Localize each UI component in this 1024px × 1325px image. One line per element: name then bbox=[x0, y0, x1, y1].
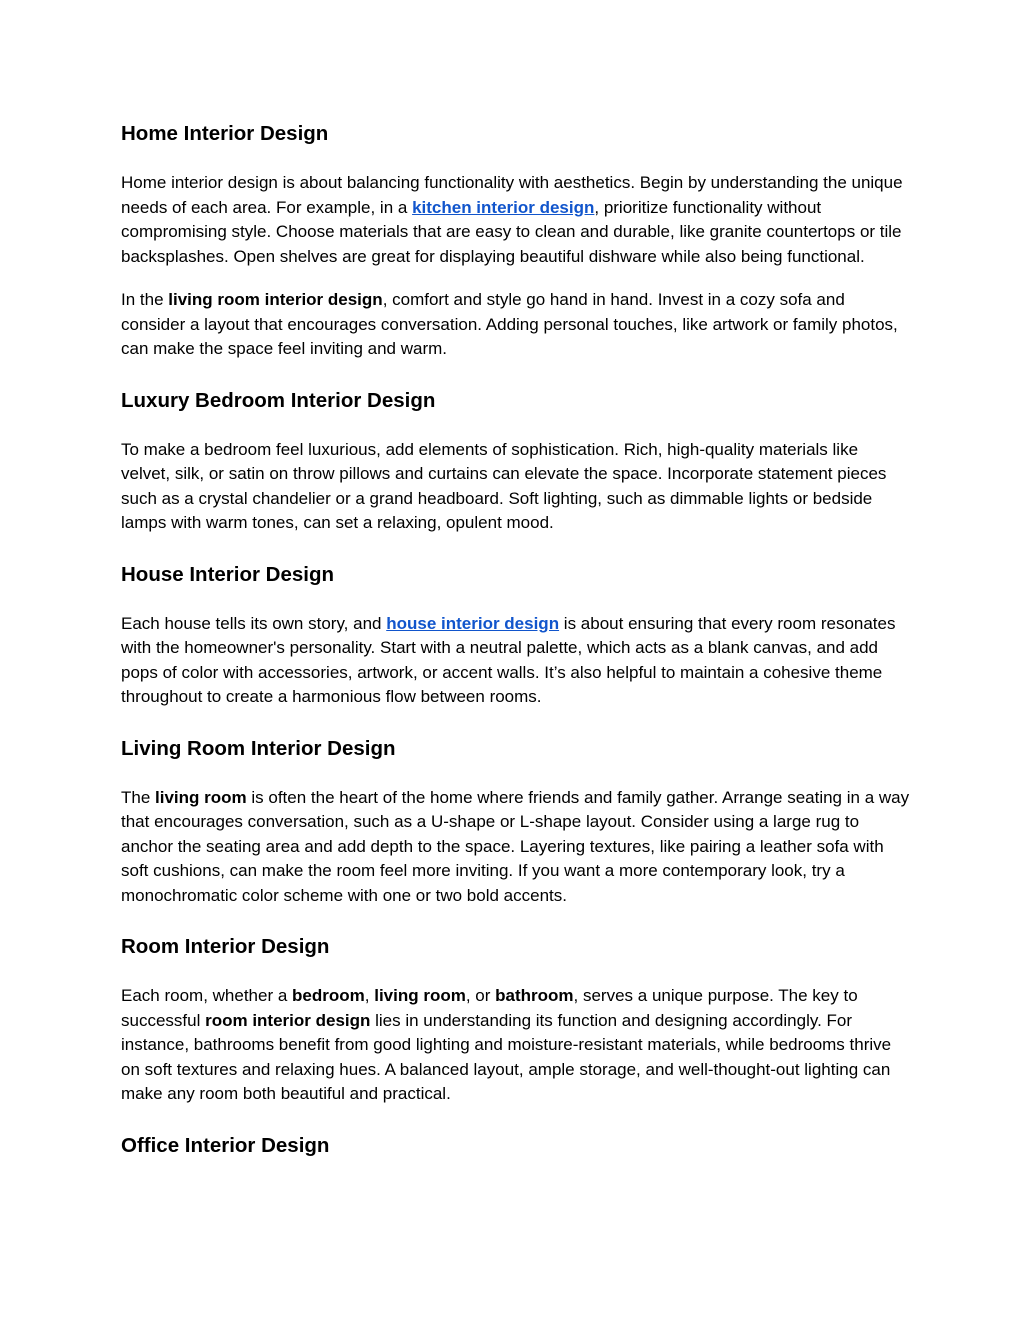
document-page bbox=[121, 120, 911, 1160]
paragraph bbox=[121, 171, 911, 269]
text-run: , or bbox=[465, 986, 496, 1005]
text-run: lies in understanding its function and designing accordingly. For instance, bathrooms benefit from good lighting and moisture-resistant materials, while bedrooms thrive on soft textures and relaxing hues. A balanced layout, ample storage, and well-thought-out lighting can make any room both beautiful and practical. bbox=[121, 1010, 892, 1103]
section-house-interior-design bbox=[121, 561, 911, 710]
house-interior-design-link[interactable]: house interior design bbox=[386, 613, 560, 633]
text-run: Home interior design is about balancing functionality with aesthetics. Begin by understanding the unique needs of each area. For example, in a bbox=[121, 173, 903, 217]
section-heading: Office Interior Design bbox=[121, 1133, 330, 1157]
text-run: Each room, whether a bbox=[121, 986, 293, 1005]
text-run: The bbox=[121, 787, 156, 807]
paragraph bbox=[121, 984, 911, 1107]
bold-text: bedroom bbox=[292, 986, 365, 1005]
text-run: , comfort and style go hand in hand. Invest in a cozy sofa and consider a layout that encourages conversation. Adding personal touches, like artwork or family photos, can make the space feel inviting and warm. bbox=[121, 290, 898, 358]
section-luxury-bedroom-interior-design bbox=[121, 387, 911, 536]
text-run: is about ensuring that every room resonates with the homeowner's personality. Start with a neutral palette, which acts as a blank canvas, and add pops of color with accessories, artwork, or accent walls. It’s also helpful to maintain a cohesive theme throughout to create a harmonious flow between rooms. bbox=[121, 613, 896, 706]
bold-text: living room bbox=[155, 787, 247, 807]
text-run: , prioritize functionality without compromising style. Choose materials that are easy to clean and durable, like granite countertops or tile backsplashes. Open shelves are great for displaying beautiful dishware while also being functional. bbox=[121, 197, 902, 266]
text-run: , bbox=[364, 986, 375, 1005]
section-heading: Home Interior Design bbox=[121, 122, 329, 145]
section-home-interior-design bbox=[121, 120, 911, 362]
section-heading: Living Room Interior Design bbox=[121, 736, 396, 760]
text-run: In the bbox=[121, 290, 169, 309]
section-room-interior-design bbox=[121, 933, 911, 1107]
paragraph bbox=[121, 786, 911, 909]
section-living-room-interior-design bbox=[121, 735, 911, 909]
text-run: To make a bedroom feel luxurious, add elements of sophistication. Rich, high-quality materials like velvet, silk, or satin on throw pillows and curtains can elevate the space. Incorporate statement pieces such as a crystal chandelier or a grand headboard. Soft lighting, such as dimmable lights or bedside lamps with warm tones, can set a relaxing, opulent mood. bbox=[121, 439, 887, 532]
text-run: Each house tells its own story, and bbox=[121, 613, 387, 633]
bold-text: living room bbox=[374, 986, 466, 1005]
section-office-interior-design bbox=[121, 1132, 911, 1160]
paragraph bbox=[121, 438, 911, 536]
section-heading: Luxury Bedroom Interior Design bbox=[121, 388, 436, 412]
kitchen-interior-design-link[interactable]: kitchen interior design bbox=[412, 197, 595, 217]
text-run: , serves a unique purpose. The key to successful bbox=[121, 986, 858, 1030]
bold-text: living room interior design bbox=[168, 290, 383, 309]
paragraph bbox=[121, 288, 911, 362]
paragraph bbox=[121, 612, 911, 710]
section-heading: Room Interior Design bbox=[121, 935, 330, 958]
section-heading: House Interior Design bbox=[121, 562, 335, 586]
bold-text: room interior design bbox=[205, 1010, 371, 1030]
text-run: is often the heart of the home where friends and family gather. Arrange seating in a way that encourages conversation, such as a U-shape or L-shape layout. Consider using a large rug to anchor the seating area and add depth to the space. Layering textures, like pairing a leather sofa with soft cushions, can make the room feel more inviting. If you want a more contemporary look, try a monochromatic color scheme with one or two bold accents. bbox=[121, 787, 910, 905]
bold-text: bathroom bbox=[495, 986, 574, 1005]
